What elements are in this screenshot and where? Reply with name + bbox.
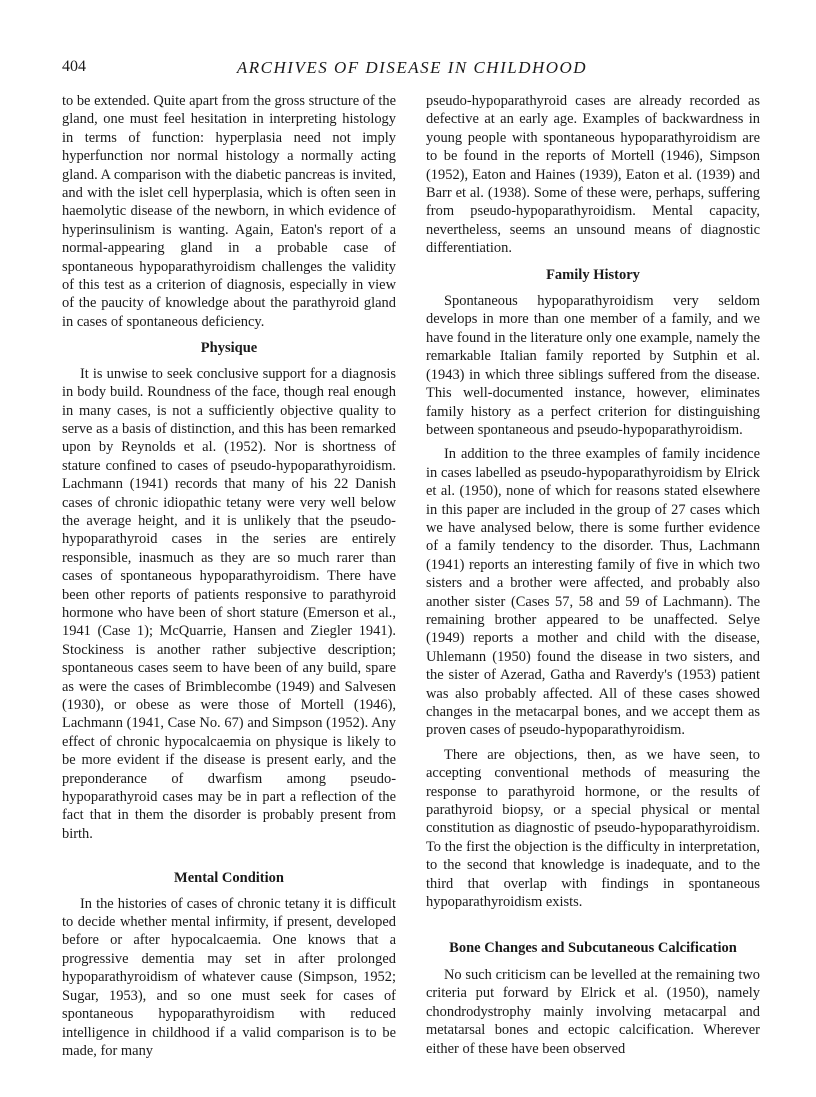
paragraph-bone-changes: No such criticism can be levelled at the remaining two criteria put forward by Elrick et al. (1950), namely chondrodystrophy mainly involving metacarpal and metatarsal bones and ectopic calcification. Wherever either of these have been observed (426, 966, 760, 1057)
journal-title: ARCHIVES OF DISEASE IN CHILDHOOD (236, 58, 588, 77)
section-heading-mental-condition: Mental Condition (174, 870, 284, 887)
section-heading-bone-changes: Bone Changes and Subcutaneous Calcification (449, 940, 737, 957)
paragraph-mental-condition: In the histories of cases of chronic tetany it is difficult to decide whether mental infirmity, if present, developed before or after hypocalcaemia. One knows that a progressive dementia may set in after prolonged hypoparathyroidism of whatever cause (Simpson, 1952; Sugar, 1953), and so one must seek for cases of spontaneous hypoparathyroidism with reduced intelligence in childhood if a valid comparison is to be made, for many (62, 895, 396, 1059)
paragraph-family-evidence: In addition to the three examples of family incidence in cases labelled as pseudo-hypoparathyroidism by Elrick et al. (1950), none of which for reasons stated elsewhere in this paper are included in the group of 27 cases which we have analysed below, there is some further evidence of a family tendency to the disorder. Thus, Lachmann (1941) reports an interesting family of five in which two sisters and a brother were affected, and probably also another sister (Cases 57, 58 and 59 of Lachmann). The remaining brother appeared to be unaffected. Selye (1949) reports a mother and child with the disease, Uhlemann (1950) found the disease in two sisters, and the sister of Azerad, Gatha and Raverdy's (1953) patient was also probably affected. All of these cases showed changes in the metacarpal bones, and we accept them as proven cases of pseudo-hypoparathyroidism. (426, 446, 760, 739)
paragraph-hyperplasia: to be extended. Quite apart from the gross structure of the gland, one must feel hesitation in interpreting histology in terms of function: hyperplasia need not imply hyperfunction nor normal histology a normally acting gland. A comparison with the diabetic pancreas is invited, and with the islet cell hyperplasia, which is often seen in haemolytic disease of the newborn, in which evidence of hyperinsulinism is wanting. Again, Eaton's report of a normal-appearing gland in a probable case of spontaneous hypoparathyroidism challenges the validity of this test as a criterion of diagnosis, especially in view of the paucity of knowledge about the parathyroid gland in cases of spontaneous deficiency. (62, 93, 396, 330)
right-column (426, 92, 760, 1058)
paragraph-physique: It is unwise to seek conclusive support for a diagnosis in body build. Roundness of the face, though real enough in many cases, is not a sufficiently objective quality to serve as a basis of distinction, and this has been remarked upon by Reynolds et al. (1952). Nor is shortness of stature confined to cases of pseudo-hypoparathyroidism. Lachmann (1941) records that many of his 22 Danish cases of chronic idiopathic tetany were very well below the average height, and it is unlikely that the pseudo-hypoparathyroid cases in the series are entirely responsible, inasmuch as they are so much rarer than cases of spontaneous hypoparathyroidism. There have been other reports of patients responsive to parathyroid hormone who have been of short stature (Emerson et al., 1941 (Case 1); McQuarrie, Hansen and Ziegler 1941). Stockiness is another rather subjective description; spontaneous cases seem to have been of any build, spare as were the cases of Brimblecombe (1949) and Salvesen (1930), or obese as were those of Mortell (1946), Lachmann (1941, Case No. 67) and Simpson (1952). Any effect of chronic hypocalcaemia on physique is likely to be more evident if the disease is present early, and the preponderance of dwarfism among pseudo-hypoparathyroid cases may be in part a reflection of the fact that in them the disorder is probably present from birth. (62, 365, 396, 842)
page-header (62, 58, 762, 84)
page-number: 404 (62, 58, 86, 75)
paragraph-backwardness: pseudo-hypoparathyroid cases are already recorded as defective at an early age. Examples of backwardness in young people with spontaneous hypoparathyroidism are to be found in the reports of Mortell (1946), Simpson (1952), Eaton and Haines (1939), Eaton et al. (1939) and Barr et al. (1938). Some of these were, perhaps, suffering from pseudo-hypoparathyroidism. Mental capacity, nevertheless, seems an unsound means of diagnostic differentiation. (426, 93, 760, 257)
section-heading-family-history: Family History (546, 266, 640, 283)
paragraph-objections: There are objections, then, as we have seen, to accepting conventional methods of measuring the response to parathyroid hormone, or the results of parathyroid biopsy, or a special physical or mental constitution as diagnostic of pseudo-hypoparathyroidism. To the first the objection is the difficulty in interpretation, to the second that knowledge is inadequate, and to the third that overlap with findings in spontaneous hypoparathyroidism exists. (426, 746, 760, 911)
paragraph-family-incidence: Spontaneous hypoparathyroidism very seldom develops in more than one member of a family, and we have found in the literature only one example, namely the remarkable Italian family reported by Sutphin et al. (1943) in which three siblings suffered from the disease. This well-documented instance, however, eliminates family history as a perfect criterion for distinguishing between spontaneous and pseudo-hypoparathyroidism. (426, 293, 760, 438)
section-heading-physique: Physique (200, 340, 258, 357)
left-column (62, 92, 396, 1060)
